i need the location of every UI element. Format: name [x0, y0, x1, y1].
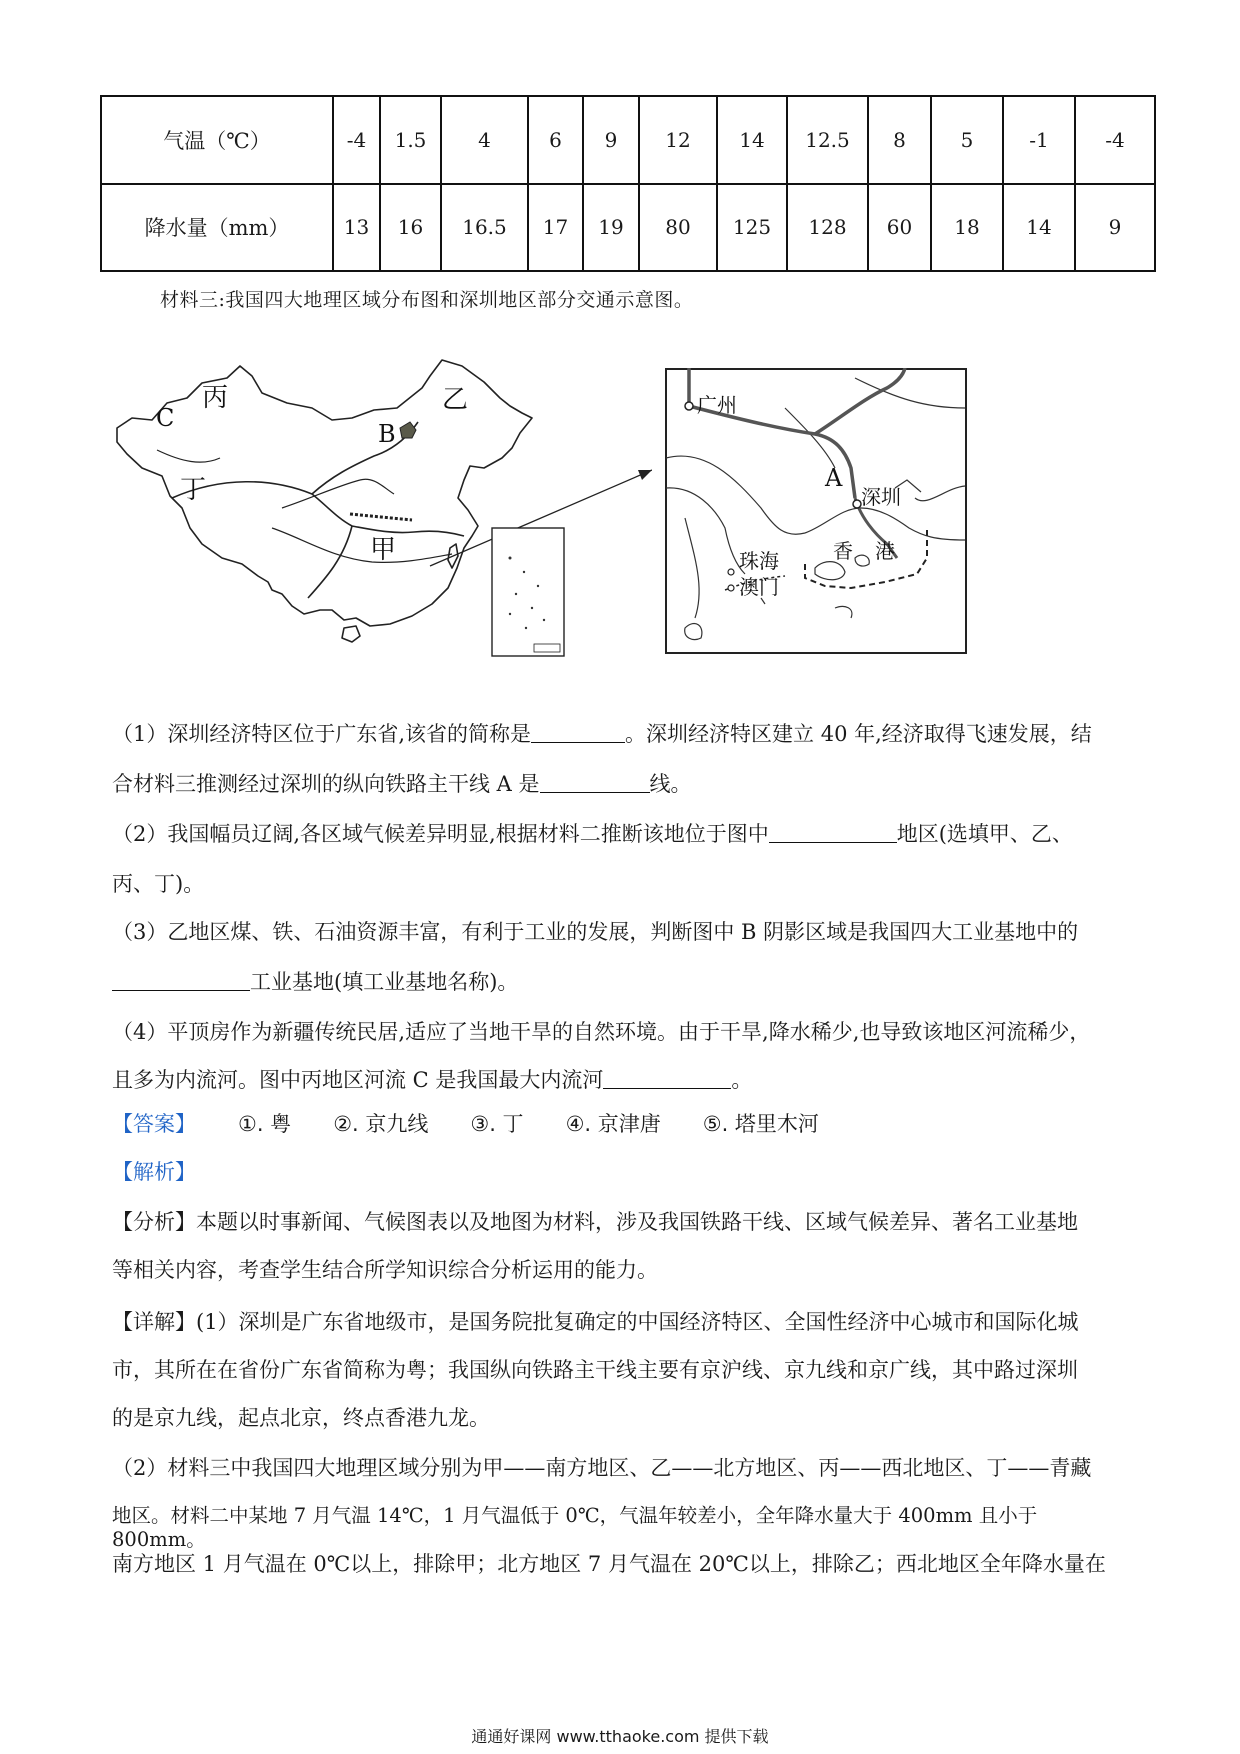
aomen-dot	[728, 585, 734, 591]
table-cell: 16	[380, 184, 441, 272]
table-cell: 60	[868, 184, 931, 272]
table-cell: 18	[931, 184, 1003, 272]
table-cell: 16.5	[441, 184, 528, 272]
shenzhen-dot	[853, 500, 861, 508]
question-3: （3）乙地区煤、铁、石油资源丰富，有利于工业的发展，判断图中 B 阴影区域是我国四大工业基地中的	[112, 920, 1079, 944]
table-cell: 128	[787, 184, 868, 272]
page-footer: 通通好课网 www.tthaoke.com 提供下载	[471, 1727, 769, 1746]
answer-item: ③. 丁	[470, 1112, 524, 1136]
precipitation-row	[101, 184, 1155, 272]
q2-text-1: （2）我国幅员辽阔,各区域气候差异明显,根据材料二推断该地位于图中	[112, 822, 769, 846]
label-aomen: 澳门	[739, 575, 779, 599]
label-xianggang: 香港	[833, 539, 917, 563]
q4-blank[interactable]	[603, 1068, 731, 1089]
b-shaded-area	[400, 422, 416, 438]
label-yi: 乙	[442, 385, 469, 415]
qinling-line	[350, 514, 412, 520]
q3-blank[interactable]	[112, 970, 250, 991]
question-2-cont: 丙、丁)。	[112, 872, 205, 896]
answer-line	[112, 1112, 1130, 1136]
fenxi-line-1: 【分析】本题以时事新闻、气候图表以及地图为材料，涉及我国铁路干线、区域气候差异、著名工业基地	[112, 1210, 1078, 1234]
q1-text-3: 合材料三推测经过深圳的纵向铁路主干线 A 是	[112, 772, 540, 796]
xiangjie-line-4: （2）材料三中我国四大地理区域分别为甲——南方地区、乙——北方地区、丙——西北地区、丁——青藏	[112, 1456, 1092, 1480]
label-shenzhen: 深圳	[861, 485, 901, 509]
table-cell: -4	[1075, 96, 1155, 184]
question-4-cont	[112, 1068, 1130, 1092]
zhuhai-dot	[728, 569, 734, 575]
table-cell: 8	[868, 96, 931, 184]
table-cell: 6	[528, 96, 583, 184]
table-cell: 12.5	[787, 96, 868, 184]
question-3-cont	[112, 970, 1130, 994]
q1-blank-2[interactable]	[540, 772, 650, 793]
table-cell: 80	[639, 184, 717, 272]
table-cell: 14	[1003, 184, 1075, 272]
climate-table	[100, 95, 1156, 272]
answer-label: 【答案】	[112, 1112, 196, 1136]
q1-text-2: 。深圳经济特区建立 40 年,经济取得飞速发展，结	[625, 722, 1092, 746]
analysis-label: 【解析】	[112, 1160, 196, 1184]
row-label: 降水量（mm）	[101, 184, 333, 272]
table-cell: 5	[931, 96, 1003, 184]
label-bing: 丙	[202, 383, 229, 413]
label-guangzhou: 广州	[697, 393, 737, 417]
xiangjie-line-2: 市，其所在在省份广东省简称为粤；我国纵向铁路主干线主要有京沪线、京九线和京广线，其中路过深圳	[112, 1358, 1078, 1382]
material-3-caption: 材料三:我国四大地理区域分布图和深圳地区部分交通示意图。	[160, 289, 694, 311]
answer-item: ④. 京津唐	[565, 1112, 661, 1136]
table-cell: 14	[717, 96, 787, 184]
q3-text-2: 工业基地(填工业基地名称)。	[250, 970, 519, 994]
q2-text-2: 地区(选填甲、乙、	[896, 822, 1073, 846]
table-cell: 9	[1075, 184, 1155, 272]
q4-text-3: 。	[731, 1068, 753, 1092]
temperature-row	[101, 96, 1155, 184]
answer-item: ②. 京九线	[333, 1112, 429, 1136]
label-b: B	[378, 420, 396, 448]
table-cell: 1.5	[380, 96, 441, 184]
label-c: C	[156, 404, 175, 432]
table-cell: 4	[441, 96, 528, 184]
table-cell: 12	[639, 96, 717, 184]
q1-text-4: 线。	[649, 772, 692, 796]
label-jia: 甲	[370, 535, 397, 565]
table-cell: 9	[583, 96, 639, 184]
question-4: （4）平顶房作为新疆传统民居,适应了当地干旱的自然环境。由于干旱,降水稀少,也导致该地区河流稀少，	[112, 1020, 1091, 1044]
yangtze-river	[272, 528, 452, 562]
table-cell: 13	[333, 184, 380, 272]
china-regions-map	[112, 358, 652, 698]
south-china-sea-inset	[492, 528, 564, 656]
xiangjie-line-5: 地区。材料二中某地 7 月气温 14℃，1 月气温低于 0℃，气温年较差小，全年降水量大于 400mm 且小于 800mm。	[112, 1504, 1038, 1551]
arrow-head	[638, 470, 652, 480]
qinghai-tibet-boundary	[308, 526, 352, 598]
q1-blank-1[interactable]	[531, 722, 625, 743]
tarim-river	[157, 450, 220, 462]
label-zhuhai: 珠海	[739, 549, 779, 573]
fenxi-line-2: 等相关内容，考查学生结合所学知识综合分析运用的能力。	[112, 1258, 658, 1282]
question-1-cont	[112, 772, 1130, 796]
row-label: 气温（℃）	[101, 96, 333, 184]
shenzhen-transport-map	[665, 368, 967, 654]
xiangjie-line-1: 【详解】(1）深圳是广东省地级市，是国务院批复确定的中国经济特区、全国性经济中心城市和国际化城	[112, 1310, 1079, 1334]
q4-text-2: 且多为内流河。图中丙地区河流 C 是我国最大内流河	[112, 1068, 604, 1092]
guangzhou-dot	[685, 402, 693, 410]
xiangjie-line-3: 的是京九线，起点北京，终点香港九龙。	[112, 1406, 490, 1430]
q2-blank[interactable]	[769, 822, 897, 843]
question-2	[112, 822, 1130, 846]
table-cell: -1	[1003, 96, 1075, 184]
table-cell: 125	[717, 184, 787, 272]
table-cell: -4	[333, 96, 380, 184]
label-ding: 丁	[180, 475, 207, 505]
table-cell: 17	[528, 184, 583, 272]
answer-item: ⑤. 塔里木河	[702, 1112, 819, 1136]
label-a: A	[825, 464, 843, 492]
answer-item: ①. 粤	[238, 1112, 292, 1136]
xiangjie-line-6: 南方地区 1 月气温在 0℃以上，排除甲；北方地区 7 月气温在 20℃以上，排除乙；西北地区全年降水量在	[112, 1552, 1106, 1576]
q1-text-1: （1）深圳经济特区位于广东省,该省的简称是	[112, 722, 532, 746]
hainan-island	[342, 626, 360, 642]
yellow-river	[282, 479, 394, 508]
question-1	[112, 722, 1130, 746]
north-south-boundary	[352, 526, 464, 536]
table-cell: 19	[583, 184, 639, 272]
